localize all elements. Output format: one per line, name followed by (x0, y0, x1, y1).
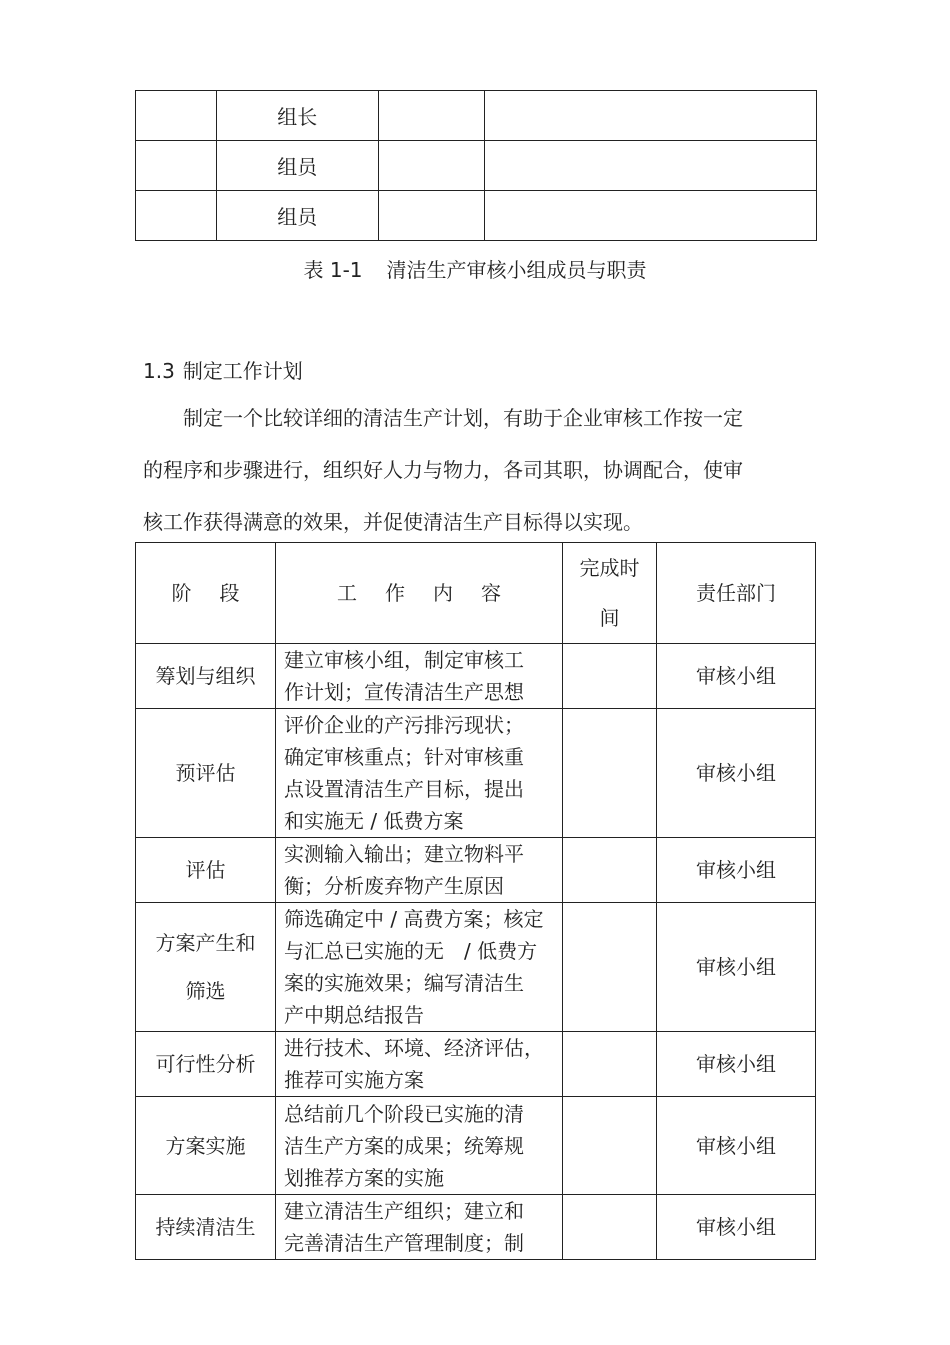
header-phase (136, 543, 276, 644)
table-row (136, 903, 816, 1032)
dept-cell: 审核小组 (657, 644, 816, 709)
content-line: 洁生产方案的成果；统筹规 (284, 1133, 524, 1158)
table-cell (485, 191, 817, 241)
dept-cell: 审核小组 (657, 838, 816, 903)
header-dept: 责任部门 (657, 543, 816, 644)
section-title: 制定工作计划 (182, 359, 303, 383)
paragraph-line: 制定一个比较详细的清洁生产计划，有助于企业审核工作按一定 (183, 406, 743, 430)
content-cell (276, 1032, 563, 1097)
role-cell: 组员 (216, 191, 378, 241)
time-cell (563, 903, 657, 1032)
dept-cell: 审核小组 (657, 903, 816, 1032)
content-line: 划推荐方案的实施 (284, 1165, 444, 1190)
content-line: 评价企业的产污排污现状； (284, 713, 524, 737)
header-content-char: 内 (433, 581, 453, 605)
caption-number: 表 1-1 (303, 258, 363, 282)
content-cell (276, 838, 563, 903)
content-line: 产中期总结报告 (284, 1003, 424, 1027)
content-cell (276, 903, 563, 1032)
phase-cell (136, 838, 276, 903)
table-row (136, 1097, 816, 1195)
phase-line: 可行性分析 (155, 1052, 256, 1076)
phase-cell (136, 1097, 276, 1195)
dept-cell: 审核小组 (657, 1195, 816, 1260)
content-line: 完善清洁生产管理制度；制 (284, 1231, 524, 1255)
content-line: 点设置清洁生产目标，提出 (284, 777, 524, 801)
table-row (136, 141, 817, 191)
section-heading (143, 355, 303, 384)
paragraph-line: 核工作获得满意的效果，并促使清洁生产目标得以实现。 (143, 510, 643, 534)
header-content-char: 容 (481, 581, 501, 605)
table-cell (378, 191, 485, 241)
table-row (136, 191, 817, 241)
table-cell (378, 141, 485, 191)
section-number: 1.3 (143, 359, 175, 383)
table-header-row (136, 543, 816, 644)
content-cell (276, 709, 563, 838)
time-cell (563, 1097, 657, 1195)
dept-cell: 审核小组 (657, 1097, 816, 1195)
table-row (136, 91, 817, 141)
phase-cell (136, 1195, 276, 1260)
dept-cell: 审核小组 (657, 1032, 816, 1097)
body-paragraph (143, 392, 793, 548)
table-cell (136, 91, 217, 141)
header-content (276, 543, 563, 644)
content-cell (276, 1097, 563, 1195)
content-line: 和实施无 / 低费方案 (284, 809, 464, 833)
work-plan-table (135, 542, 816, 1260)
phase-cell (136, 1032, 276, 1097)
phase-line: 评估 (185, 858, 226, 882)
phase-cell (136, 903, 276, 1032)
table-row (136, 838, 816, 903)
phase-line: 筹划与组织 (155, 664, 256, 688)
content-line: 总结前几个阶段已实施的清 (284, 1101, 524, 1126)
table-cell (378, 91, 485, 141)
content-line: 建立审核小组，制定审核工 (284, 648, 524, 672)
content-line: 进行技术、环境、经济评估， (284, 1036, 544, 1060)
table-cell (485, 141, 817, 191)
caption-title: 清洁生产审核小组成员与职责 (386, 258, 647, 282)
phase-line: 预评估 (175, 761, 236, 785)
dept-cell: 审核小组 (657, 709, 816, 838)
paragraph-line: 的程序和步骤进行，组织好人力与物力，各司其职，协调配合，使审 (143, 458, 743, 482)
content-cell (276, 644, 563, 709)
time-cell (563, 838, 657, 903)
content-line: 与汇总已实施的无 / 低费方 (284, 939, 538, 963)
table-row (136, 709, 816, 838)
content-line: 衡；分析废弃物产生原因 (284, 874, 504, 898)
role-cell: 组员 (216, 141, 378, 191)
time-cell (563, 1032, 657, 1097)
header-content-char: 工 (337, 581, 357, 605)
content-line: 筛选确定中 / 高费方案；核定 (284, 907, 544, 931)
header-content-char: 作 (385, 581, 405, 605)
header-time (563, 543, 657, 644)
phase-line: 方案产生和 (155, 931, 256, 955)
table-row (136, 1032, 816, 1097)
table-caption (0, 254, 950, 283)
header-phase-char: 段 (219, 581, 240, 605)
header-time-line: 间 (599, 606, 620, 630)
phase-cell (136, 709, 276, 838)
role-cell: 组长 (216, 91, 378, 141)
content-line: 建立清洁生产组织；建立和 (284, 1199, 524, 1223)
table-cell (485, 91, 817, 141)
phase-line: 筛选 (185, 979, 226, 1003)
table-row (136, 1195, 816, 1260)
table-row (136, 644, 816, 709)
phase-line: 方案实施 (165, 1133, 246, 1158)
phase-line: 持续清洁生 (155, 1215, 256, 1239)
time-cell (563, 1195, 657, 1260)
header-phase-char: 阶 (171, 581, 192, 605)
table-cell (136, 191, 217, 241)
time-cell (563, 709, 657, 838)
content-line: 确定审核重点；针对审核重 (284, 745, 524, 769)
time-cell (563, 644, 657, 709)
content-cell (276, 1195, 563, 1260)
content-line: 作计划；宣传清洁生产思想 (284, 680, 524, 704)
phase-cell (136, 644, 276, 709)
content-line: 实测输入输出；建立物料平 (284, 842, 524, 866)
content-line: 案的实施效果；编写清洁生 (284, 971, 524, 995)
content-line: 推荐可实施方案 (284, 1068, 424, 1092)
roster-table (135, 90, 817, 241)
header-time-line: 完成时 (579, 556, 640, 580)
table-cell (136, 141, 217, 191)
